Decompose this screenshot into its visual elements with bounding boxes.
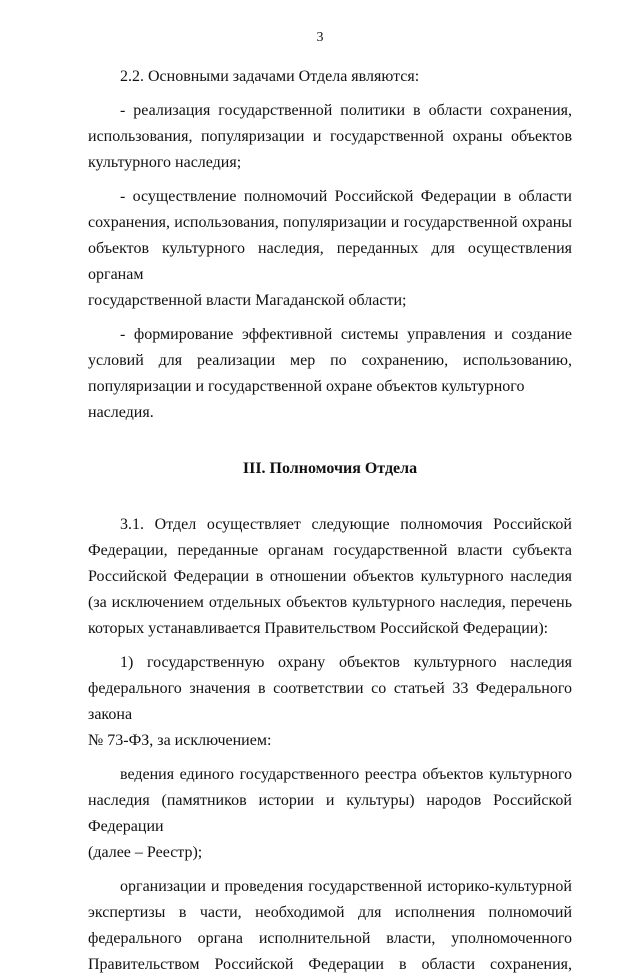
text-line: государственной власти Магаданской области;: [88, 292, 407, 309]
document-body: [88, 64, 572, 978]
page-number: 3: [316, 30, 324, 45]
text-line: которых устанавливается Правительством Российской Федерации):: [88, 620, 549, 637]
text-line: экспертизы в части, необходимой для исполнения полномочий: [88, 904, 572, 921]
text-line: (далее – Реестр);: [88, 844, 203, 861]
text-line: организации и проведения государственной историко-культурной: [120, 878, 572, 895]
text-line: сохранения, использования, популяризации и государственной охраны: [88, 214, 572, 231]
section-2-2-intro: 2.2. Основными задачами Отдела являются:: [120, 68, 420, 85]
text-line: условий для реализации мер по сохранению, использованию,: [88, 352, 572, 369]
text-line: - реализация государственной политики в области сохранения,: [120, 102, 572, 119]
section-3-heading: III. Полномочия Отдела: [242, 460, 418, 477]
text-line: ведения единого государственного реестра объектов культурного: [120, 766, 572, 783]
text-line: 1) государственную охрану объектов культурного наследия: [120, 654, 572, 671]
text-line: культурного наследия;: [88, 154, 242, 171]
text-line: Правительством Российской Федерации в области сохранения,: [88, 956, 572, 973]
task-item-3: [88, 322, 572, 426]
text-line: популяризации и государственной охране объектов культурного наследия.: [88, 378, 525, 421]
text-line: - осуществление полномочий Российской Федерации в области: [120, 188, 572, 205]
text-line: объектов культурного наследия, переданных для осуществления органам: [88, 240, 572, 283]
text-line: федерального значения в соответствии со статьей 33 Федерального закона: [88, 680, 572, 723]
text-line: (за исключением отдельных объектов культурного наследия, перечень: [88, 594, 572, 611]
paragraph-3-1: [88, 512, 572, 642]
text-line: наследия (памятников истории и культуры) народов Российской Федерации: [88, 792, 572, 835]
text-line: Федерации, переданные органам государственной власти субъекта: [88, 542, 572, 559]
text-line: 3.1. Отдел осуществляет следующие полномочия Российской: [120, 516, 572, 533]
task-item-2: [88, 184, 572, 314]
paragraph-item-1: [88, 650, 572, 754]
text-line: № 73-ФЗ, за исключением:: [88, 732, 272, 749]
text-line: использования, популяризации и государственной охраны объектов: [88, 128, 572, 145]
paragraph-expertise: [88, 874, 572, 978]
task-item-1: [88, 98, 572, 176]
text-line: федерального органа исполнительной власти, уполномоченного: [88, 930, 572, 947]
text-line: - формирование эффективной системы управления и создание: [120, 326, 572, 343]
text-line: Российской Федерации в отношении объектов культурного наследия: [88, 568, 572, 585]
paragraph-registry: [88, 762, 572, 866]
